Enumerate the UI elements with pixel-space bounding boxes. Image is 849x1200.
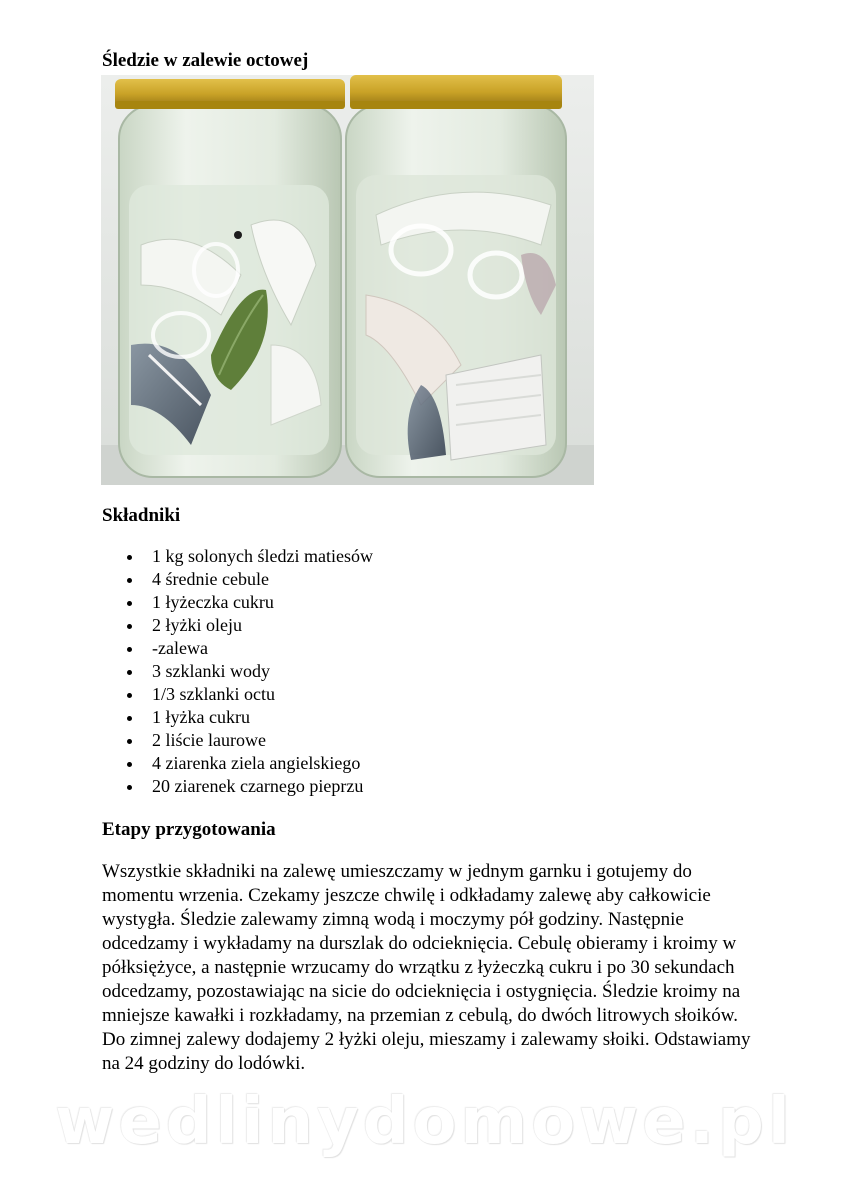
steps-heading: Etapy przygotowania xyxy=(102,819,276,840)
ingredient-item: 1/3 szklanki octu xyxy=(126,683,373,706)
ingredient-item: 20 ziarenek czarnego pieprzu xyxy=(126,775,373,798)
ingredient-item: 4 średnie cebule xyxy=(126,568,373,591)
jars-illustration xyxy=(101,75,594,485)
ingredient-item: 2 liście laurowe xyxy=(126,729,373,752)
ingredients-list xyxy=(126,545,373,798)
ingredient-item: 4 ziarenka ziela angielskiego xyxy=(126,752,373,775)
ingredient-item: 1 łyżeczka cukru xyxy=(126,591,373,614)
ingredients-heading: Składniki xyxy=(102,505,181,526)
left-jar xyxy=(115,79,345,477)
ingredient-item: -zalewa xyxy=(126,637,373,660)
recipe-title: Śledzie w zalewie octowej xyxy=(102,50,309,71)
site-watermark: wedlinydomowe.pl xyxy=(55,1085,794,1159)
right-jar xyxy=(346,75,566,477)
ingredient-item: 3 szklanki wody xyxy=(126,660,373,683)
ingredient-item: 2 łyżki oleju xyxy=(126,614,373,637)
photo-watermark: mojegotowanie.pl xyxy=(276,505,510,536)
ingredient-item: 1 łyżka cukru xyxy=(126,706,373,729)
ingredient-item: 1 kg solonych śledzi matiesów xyxy=(126,545,373,568)
steps-paragraph: Wszystkie składniki na zalewę umieszczamy w jednym garnku i gotujemy do momentu wrzenia. Czekamy jeszcze chwilę i odkładamy zalewę aby całkowicie wystygła. Śledzie zalewamy zimną wodą i moczymy pół godziny. Następnie odcedzamy i wykładamy na durszlak do odcieknięcia. Cebulę obieramy i kroimy w półksiężyce, a następnie wrzucamy do wrzątku z łyżeczką cukru i po 30 sekundach odcedzamy, pozostawiając na sicie do odcieknięcia i ostygnięcia. Śledzie kroimy na mniejsze kawałki i rozkładamy, na przemian z cebulą, do dwóch litrowych słoików. Do zimnej zalewy dodajemy 2 łyżki oleju, mieszamy i zalewamy słoiki. Odstawiamy na 24 godziny do lodówki. xyxy=(102,861,751,1074)
